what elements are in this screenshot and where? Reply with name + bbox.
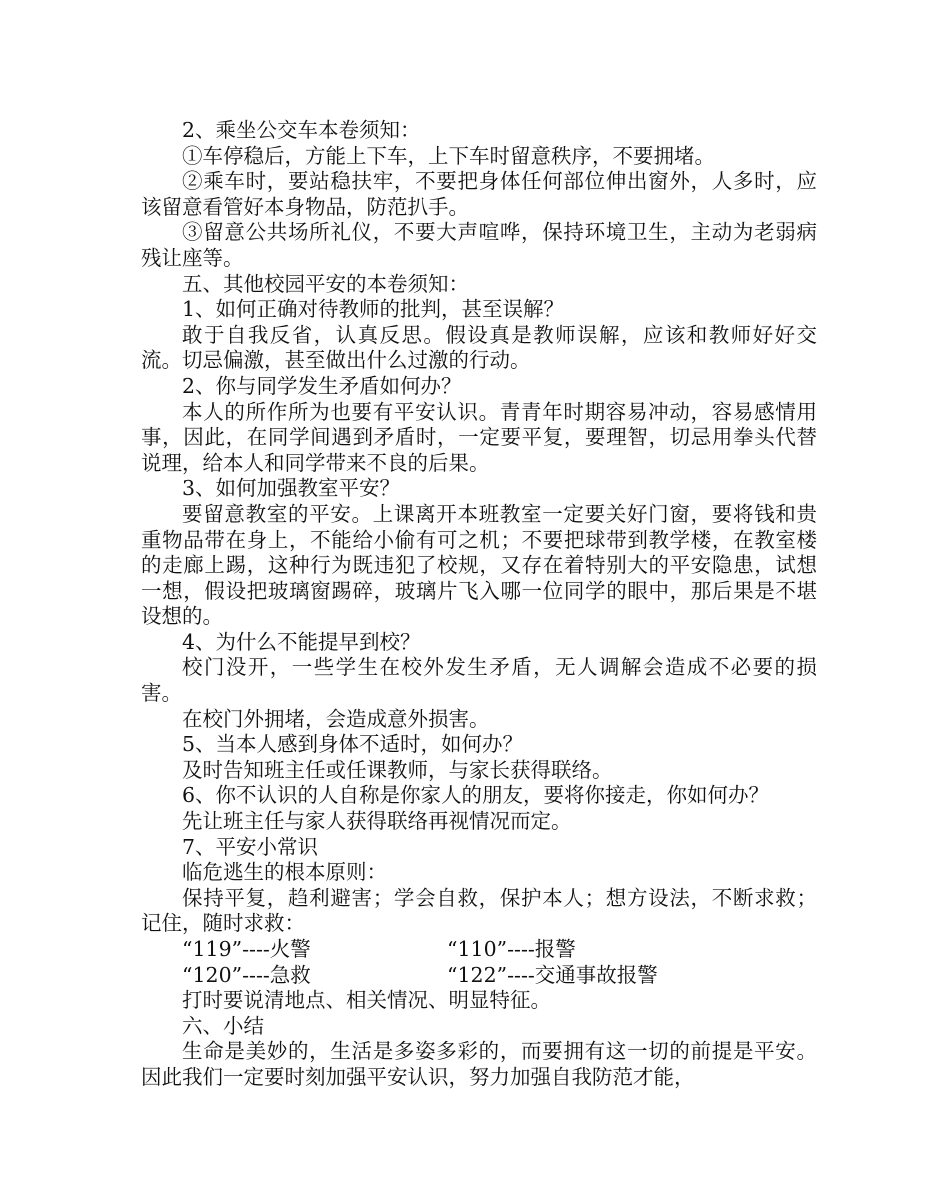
paragraph: 生命是美妙的，生活是多姿多彩的，而要拥有这一切的前提是平安。因此我们一定要时刻加强平安认识，努力加强自我防范才能， [141,1039,817,1089]
paragraph: 临危逃生的根本原则： [182,860,387,885]
question: 6、你不认识的人自称是你家人的朋友，要将你接走，你如何办？ [182,783,770,808]
phone-number-item: “119”----火警 [182,937,311,961]
phone-number-item: “120”----急救 [182,962,311,987]
phone-row [141,937,817,963]
paragraph: 在校门外拥堵，会造成意外损害。 [182,706,490,731]
paragraph: ①车停稳后，方能上下车，上下车时留意秩序，不要拥堵。 [182,143,715,168]
question: 1、如何正确对待教师的批判，甚至误解？ [182,297,565,322]
paragraph: 打时要说清地点、相关情况、明显特征。 [182,988,551,1013]
question: 5、当本人感到身体不适时，如何办？ [182,732,524,757]
paragraph: 保持平复，趋利避害；学会自救，保护本人；想方设法，不断求救；记住，随时求救： [141,885,817,936]
question: 3、如何加强教室平安？ [182,476,401,501]
paragraph: 及时告知班主任或任课教师，与家长获得联络。 [182,757,613,782]
paragraph: ③留意公共场所礼仪，不要大声喧哗，保持环境卫生，主动为老弱病残让座等。 [141,220,817,270]
paragraph: 敢于自我反省，认真反思。假设真是教师误解，应该和教师好好交流。切忌偏激，甚至做出什么过激的行动。 [141,322,817,373]
paragraph: 2、乘坐公交车本卷须知： [182,118,421,142]
section-heading: 五、其他校园平安的本卷须知： [182,271,469,296]
section-heading: 六、小结 [182,1013,264,1038]
document-body [141,118,817,1091]
paragraph: ②乘车时，要站稳扶牢，不要把身体任何部位伸出窗外，人多时，应该留意看管好本身物品，防范扒手。 [141,169,817,219]
question: 4、为什么不能提早到校？ [182,629,421,654]
paragraph: 校门没开，一些学生在校外发生矛盾，无人调解会造成不必要的损害。 [141,655,817,706]
phone-number-item: “122”----交通事故报警 [447,962,658,987]
paragraph: 本人的所作所为也要有平安认识。青青年时期容易冲动，容易感情用事，因此，在同学间遇到矛盾时，一定要平复，要理智，切忌用拳头代替说理，给本人和同学带来不良的后果。 [141,399,817,475]
question: 2、你与同学发生矛盾如何办？ [182,373,462,398]
subsection-heading: 7、平安小常识 [182,834,319,859]
phone-number-item: “110”----报警 [447,937,576,961]
paragraph: 先让班主任与家人获得联络再视情况而定。 [182,809,572,834]
phone-row [141,963,817,989]
paragraph: 要留意教室的平安。上课离开本班教室一定要关好门窗，要将钱和贵重物品带在身上，不能给小偷有可之机；不要把球带到教学楼，在教室楼的走廊上踢，这种行为既违犯了校规，又存在着特别大的平安隐患，试想一想，假设把玻璃窗踢碎，玻璃片飞入哪一位同学的眼中，那后果是不堪设想的。 [141,501,817,629]
